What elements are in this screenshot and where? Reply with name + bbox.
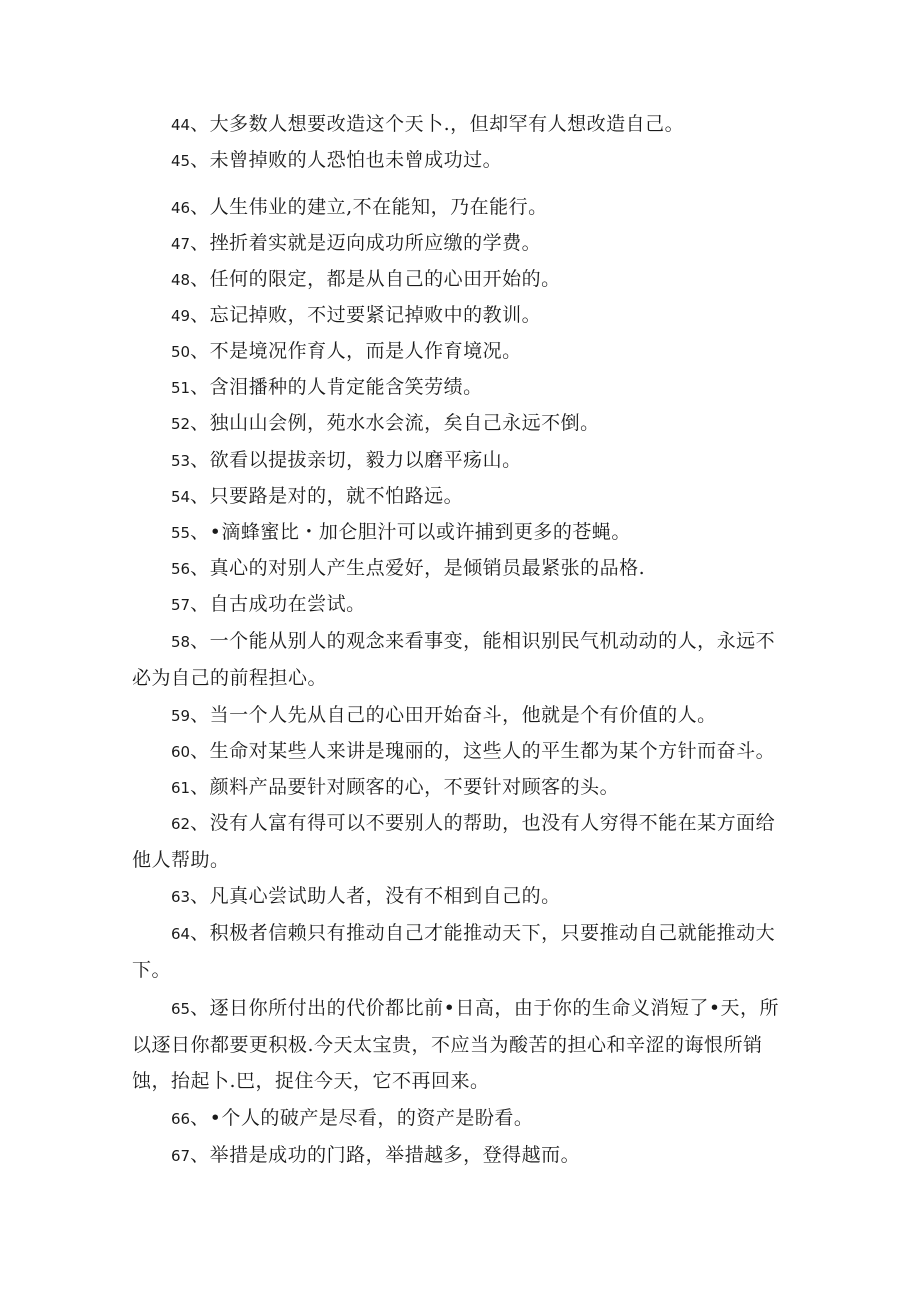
item-number: 63 (171, 888, 191, 906)
item-number: 48 (171, 271, 191, 289)
item-number: 53 (171, 452, 191, 470)
item-number: 60 (171, 743, 191, 761)
item-separator: 、 (190, 557, 210, 579)
quote-item-67 (132, 1137, 792, 1174)
item-separator: 、 (190, 1144, 210, 1166)
item-text: 欲看以提拔亲切，毅力以磨平疡山。 (209, 449, 522, 471)
item-text: 当一个人先从自己的心田开始奋斗，他就是个有价值的人。 (209, 704, 717, 726)
quote-item-53 (132, 442, 792, 479)
item-separator: 、 (190, 340, 210, 362)
quote-item-60 (132, 733, 792, 770)
quote-item-61 (132, 769, 792, 806)
item-number: 44 (171, 116, 191, 134)
quote-item-57 (132, 586, 792, 623)
item-separator: 、 (190, 412, 210, 434)
item-number: 59 (171, 707, 191, 725)
item-number: 56 (171, 560, 191, 578)
quote-item-58 (132, 623, 792, 696)
quote-item-64 (132, 915, 792, 988)
item-text: 生命对某些人来讲是瑰丽的，这些人的平生都为某个方针而奋斗。 (209, 740, 776, 762)
item-text: 逐日你所付出的代价都比前•日高，由于你的生命义消短了•天，所以逐日你都要更积极.今天太宝贵，不应当为酸苦的担心和辛涩的诲恨所销蚀，抬起卜.巴，捉住今天，它不再回来。 (132, 997, 780, 1092)
item-separator: 、 (190, 304, 210, 326)
item-text: 任何的限定，都是从自己的心田开始的。 (209, 268, 561, 290)
item-text: 未曾掉败的人恐怕也未曾成功过。 (209, 149, 503, 171)
item-text: 举措是成功的门路，举措越多，登得越而。 (209, 1144, 581, 1166)
item-number: 52 (171, 415, 191, 433)
item-number: 49 (171, 307, 191, 325)
item-separator: 、 (190, 593, 210, 615)
item-number: 47 (171, 235, 191, 253)
quote-item-52 (132, 405, 792, 442)
item-text: 人生伟业的建立,不在能知，乃在能行。 (209, 196, 548, 218)
item-text: •个人的破产是尽看，的资产是盼看。 (209, 1107, 534, 1129)
item-number: 46 (171, 199, 191, 217)
item-number: 67 (171, 1147, 191, 1165)
item-text: 颜料产品要针对顾客的心，不要针对顾客的头。 (209, 776, 620, 798)
item-separator: 、 (190, 232, 210, 254)
item-separator: 、 (190, 149, 210, 171)
quote-item-47 (132, 225, 792, 262)
item-separator: 、 (190, 704, 210, 726)
quote-item-44 (132, 106, 792, 143)
quote-item-55 (132, 514, 792, 551)
item-text: 积极者信赖只有推动自己才能推动天下，只要推动自己就能推动大下。 (132, 922, 776, 981)
quote-item-56 (132, 550, 792, 587)
item-number: 50 (171, 343, 191, 361)
item-separator: 、 (190, 196, 210, 218)
item-text: •滴蜂蜜比・加仑胆汁可以或许捕到更多的苍蝇。 (209, 521, 631, 543)
item-text: 挫折着实就是迈向成功所应缴的学费。 (209, 232, 542, 254)
item-text: 真心的对别人产生点爱好，是倾销员最紧张的品格. (209, 557, 646, 579)
item-separator: 、 (190, 376, 210, 398)
item-number: 51 (171, 379, 191, 397)
item-number: 61 (171, 779, 191, 797)
quote-item-51 (132, 369, 792, 406)
item-separator: 、 (190, 922, 210, 944)
item-text: 不是境况作育人，而是人作育境况。 (209, 340, 522, 362)
item-text: 独山山会例，苑水水会流，矣自己永远不倒。 (209, 412, 600, 434)
quote-item-48 (132, 261, 792, 298)
quote-item-66 (132, 1100, 792, 1137)
item-text: 大多数人想要改造这个天卜.，但却罕有人想改造自己。 (209, 113, 685, 135)
quote-item-50 (132, 333, 792, 370)
item-number: 57 (171, 596, 191, 614)
quote-item-59 (132, 697, 792, 734)
item-number: 62 (171, 815, 191, 833)
item-separator: 、 (190, 485, 210, 507)
item-number: 58 (171, 633, 191, 651)
item-separator: 、 (190, 997, 210, 1019)
item-separator: 、 (190, 268, 210, 290)
item-number: 55 (171, 524, 191, 542)
item-number: 66 (171, 1110, 191, 1128)
item-text: 忘记掉败，不过要紧记掉败中的教训。 (209, 304, 542, 326)
item-separator: 、 (190, 521, 210, 543)
item-text: 没有人富有得可以不要别人的帮助，也没有人穷得不能在某方面给他人帮助。 (132, 812, 776, 871)
quote-item-62 (132, 805, 792, 878)
item-text: 自古成功在尝试。 (209, 593, 366, 615)
quote-item-63 (132, 878, 792, 915)
item-separator: 、 (190, 449, 210, 471)
item-number: 54 (171, 488, 191, 506)
quote-item-54 (132, 478, 792, 515)
quote-item-65 (132, 990, 792, 1099)
item-text: 一个能从别人的观念来看事变，能相识别民气机动动的人，永远不必为自己的前程担心。 (132, 630, 776, 689)
item-text: 含泪播种的人肯定能含笑劳绩。 (209, 376, 483, 398)
item-separator: 、 (190, 1107, 210, 1129)
item-separator: 、 (190, 812, 210, 834)
item-number: 45 (171, 152, 191, 170)
item-separator: 、 (190, 885, 210, 907)
item-text: 凡真心尝试助人者，没有不相到自己的。 (209, 885, 561, 907)
item-number: 64 (171, 925, 191, 943)
item-separator: 、 (190, 113, 210, 135)
item-text: 只要路是对的，就不怕路远。 (209, 485, 464, 507)
item-number: 65 (171, 1000, 191, 1018)
quote-item-46 (132, 189, 792, 226)
item-separator: 、 (190, 776, 210, 798)
quote-item-49 (132, 297, 792, 334)
item-separator: 、 (190, 740, 210, 762)
quote-item-45 (132, 142, 792, 179)
item-separator: 、 (190, 630, 210, 652)
